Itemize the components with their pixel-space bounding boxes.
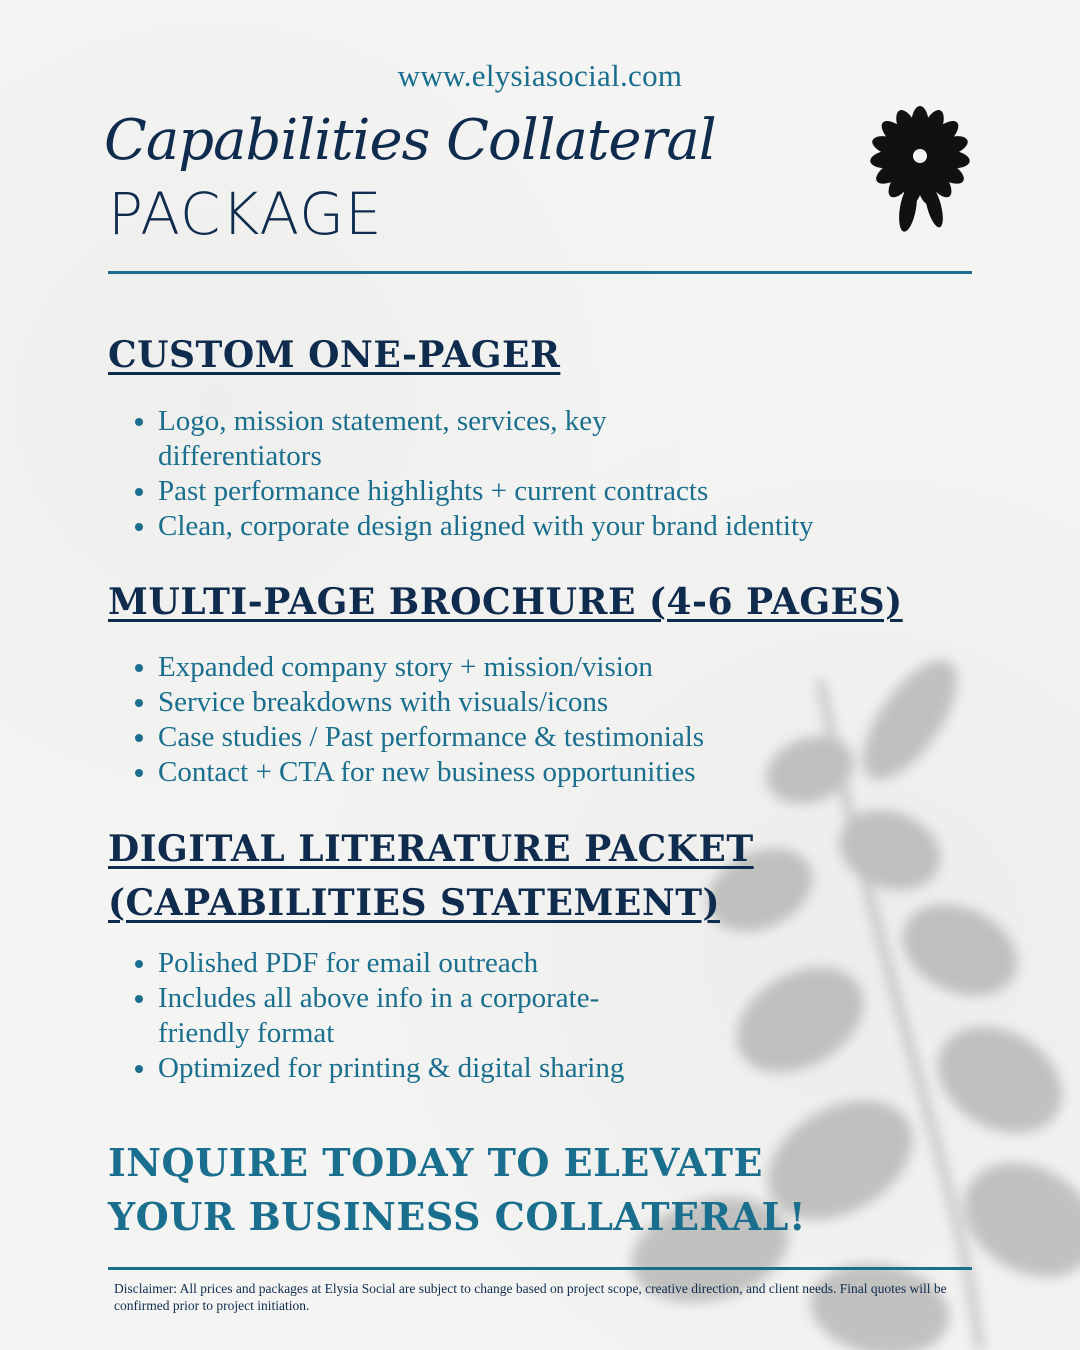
website-url: www.elysiasocial.com: [397, 58, 683, 93]
list-item: • Case studies / Past performance & testimonials: [158, 720, 878, 755]
section-heading-literature-packet: DIGITAL LITERATURE PACKET (CAPABILITIES STATEMENT): [108, 828, 754, 924]
disclaimer-text: Disclaimer: All prices and packages at Elysia Social are subject to change based on project scope, creative direction, and client needs. Final quotes will be confirmed prior to project initiation.: [114, 1281, 947, 1313]
list-item: • Service breakdowns with visuals/icons: [158, 685, 878, 720]
call-to-action: INQUIRE TODAY TO ELEVATE YOUR BUSINESS COLLATERAL!: [108, 1140, 807, 1239]
section-heading-one-pager: CUSTOM ONE-PAGER: [108, 334, 561, 376]
script-title: Capabilities Collateral: [104, 108, 716, 173]
footer-divider: [108, 1267, 972, 1270]
list-item: • Optimized for printing & digital sharing: [158, 1051, 758, 1086]
list-item: • Clean, corporate design aligned with your brand identity: [158, 509, 818, 544]
page-title: PACKAGE: [108, 180, 383, 248]
header-divider: [108, 271, 972, 274]
section-heading-brochure: MULTI-PAGE BROCHURE (4-6 PAGES): [108, 581, 903, 623]
list-item: • Past performance highlights + current contracts: [158, 474, 858, 509]
list-item: • Polished PDF for email outreach: [158, 946, 678, 981]
daisy-flower-icon: [868, 102, 980, 242]
one-pager-list: [130, 404, 814, 544]
brochure-list: [130, 650, 878, 790]
list-item: • Contact + CTA for new business opportunities: [158, 755, 878, 790]
literature-list: [130, 946, 678, 1086]
list-item: • Logo, mission statement, services, key differentiators: [158, 404, 718, 474]
list-item: • Includes all above info in a corporate-friendly format: [158, 981, 678, 1051]
list-item: • Expanded company story + mission/vision: [158, 650, 878, 685]
